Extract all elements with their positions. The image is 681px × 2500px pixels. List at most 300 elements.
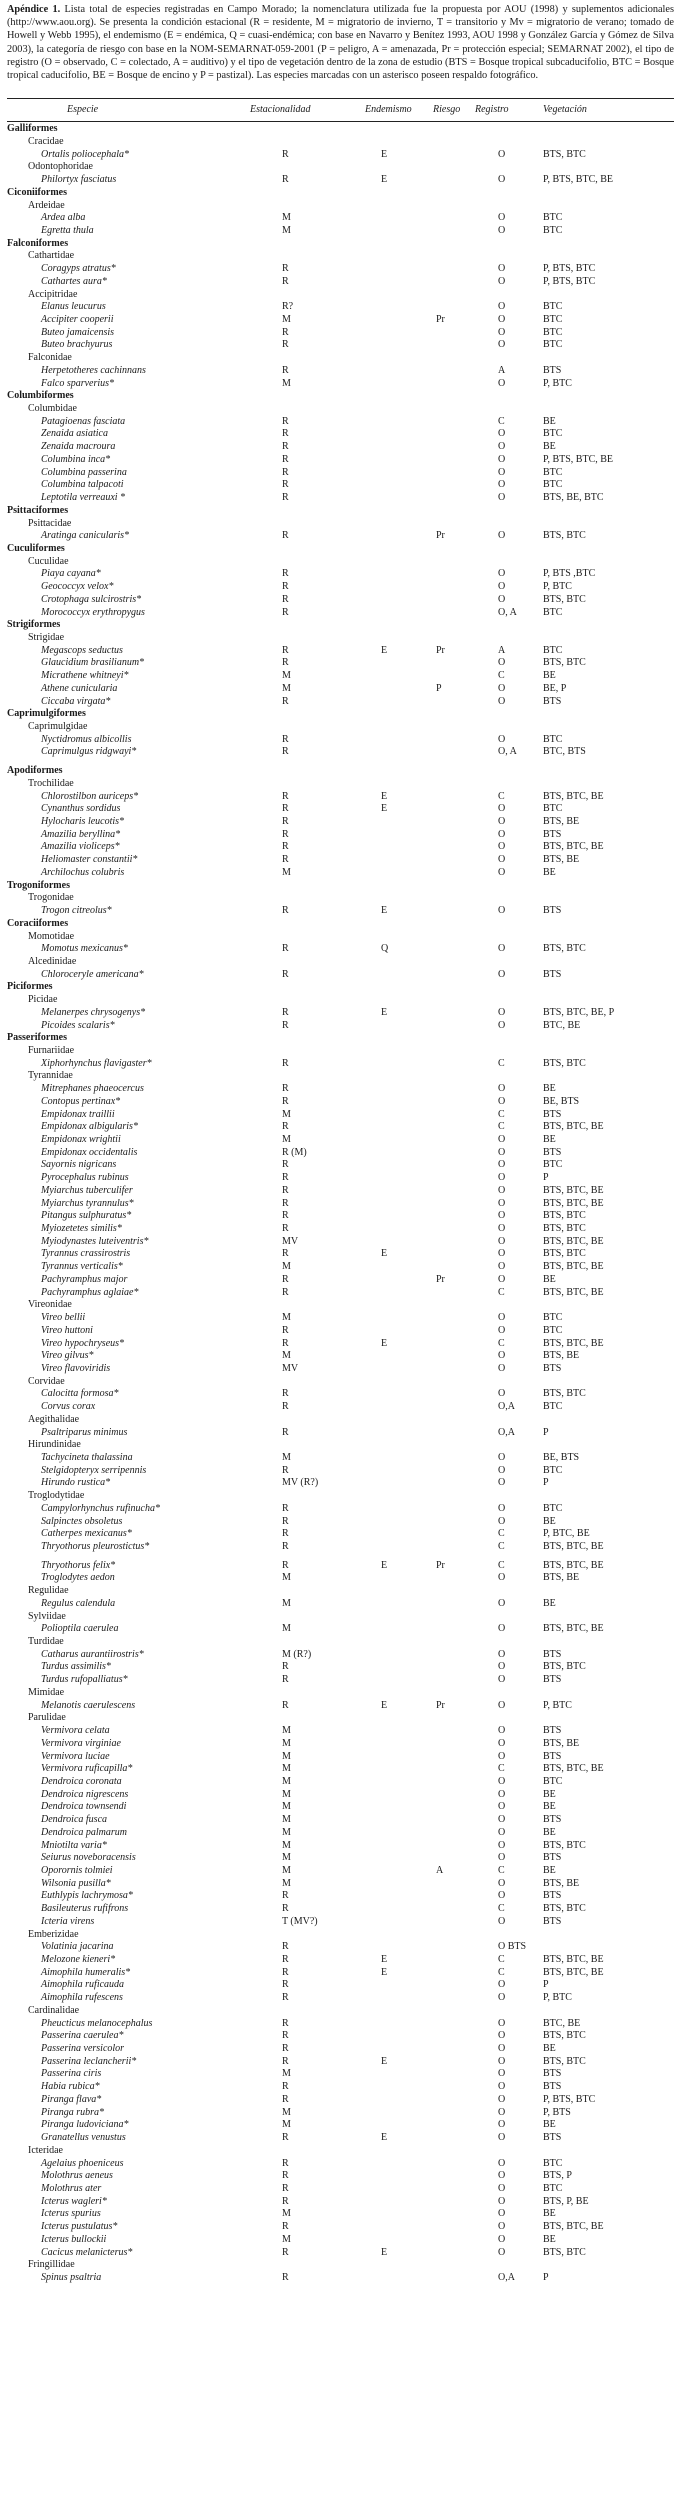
endemism-cell bbox=[359, 746, 427, 759]
endemism-cell bbox=[359, 441, 427, 454]
risk-cell bbox=[427, 1261, 473, 1274]
endemism-cell bbox=[359, 829, 427, 842]
vegetation-cell: BTS, BTC bbox=[543, 1388, 586, 1400]
risk-cell bbox=[427, 2094, 473, 2107]
risk-cell bbox=[427, 2081, 473, 2094]
seasonality-cell: R bbox=[282, 828, 289, 840]
order-row bbox=[7, 918, 674, 931]
risk-cell bbox=[427, 2221, 473, 2234]
risk-cell: Pr bbox=[436, 530, 445, 542]
record-cell: O bbox=[498, 854, 506, 866]
vegetation-cell: BTC bbox=[543, 1159, 563, 1171]
species-row bbox=[7, 670, 674, 683]
species-row bbox=[7, 2221, 674, 2234]
endemism-cell bbox=[359, 1903, 427, 1916]
risk-cell bbox=[427, 1109, 473, 1122]
species-name: Aratinga canicularis* bbox=[41, 530, 130, 542]
risk-cell bbox=[427, 1916, 473, 1929]
species-name: Icterus bullockii bbox=[41, 2233, 107, 2245]
seasonality-cell: M bbox=[282, 1775, 291, 1787]
endemism-cell bbox=[359, 1674, 427, 1687]
seasonality-cell: R bbox=[282, 2055, 289, 2067]
endemism-cell bbox=[359, 1623, 427, 1636]
species-name: Philortyx fasciatus bbox=[41, 174, 117, 186]
endemism-cell bbox=[359, 607, 427, 620]
header-vegetation: Vegetación bbox=[543, 103, 587, 115]
vegetation-cell: BTS bbox=[543, 968, 562, 980]
vegetation-cell: BTS, BE bbox=[543, 1737, 580, 1749]
species-row bbox=[7, 2132, 674, 2145]
order-name: Caprimulgiformes bbox=[7, 708, 86, 720]
seasonality-cell: R (M) bbox=[282, 1146, 307, 1158]
seasonality-cell: M bbox=[282, 2208, 291, 2220]
family-row bbox=[7, 1045, 674, 1058]
record-cell: O bbox=[498, 568, 506, 580]
species-name: Megascops seductus bbox=[41, 644, 123, 656]
record-cell: O bbox=[498, 1006, 506, 1018]
record-cell: O bbox=[498, 1477, 506, 1489]
seasonality-cell: R bbox=[282, 841, 289, 853]
endemism-cell bbox=[359, 1840, 427, 1853]
seasonality-cell: R bbox=[282, 1273, 289, 1285]
endemism-cell bbox=[359, 1916, 427, 1929]
species-row bbox=[7, 1979, 674, 1992]
vegetation-cell: BTS, BTC, BE bbox=[543, 1235, 604, 1247]
species-name: Empidonax wrightii bbox=[41, 1134, 121, 1145]
species-name: Regulus calendula bbox=[41, 1597, 116, 1609]
record-cell: O bbox=[498, 479, 506, 491]
vegetation-cell: P, BTS, BTC, BE bbox=[543, 174, 614, 186]
risk-cell bbox=[427, 1776, 473, 1789]
risk-cell bbox=[427, 301, 473, 314]
caption-text: Lista total de especies registradas en Campo Morado; la nomenclatura utilizada fue la propuesta por AOU (1998) y suplementos adicionales (http://www.aou.org). Se presenta la condición estacional (R = residente, M = migratorio de invierno, T = transitorio y Mv = migratorio de verano; tomado de Howell y Webb 1995), el endemismo (E = endémica, Q = cuasi-endémica; con base en Navarro y Benítez 1993, AOU 1998 y González García y Gómez de Silva 2003), la categoría de riesgo con base en la NOM-SEMARNAT-059-2001 (P = peligro, A = amenazada, Pr = protección especial; SEMARNAT 2002), el tipo de registro (O = observado, C = colectado, A = auditivo) y el tipo de vegetación dentro de la zona de estudio (BTS = Bosque tropical subcaducifolio, BTC = Bosque tropical caducifolio, BE = Bosque de encino y P = pastizal). Las especies marcadas con un asterisco poseen respaldo fotográfico. bbox=[7, 4, 674, 82]
vegetation-cell: BTS, BTC bbox=[543, 1839, 586, 1851]
seasonality-cell: R bbox=[282, 1286, 289, 1298]
family-name: Trochilidae bbox=[28, 777, 74, 789]
species-row bbox=[7, 1401, 674, 1414]
endemism-cell bbox=[359, 2272, 427, 2285]
endemism-cell: E bbox=[381, 2246, 388, 2258]
species-name: Myiodynastes luteiventris* bbox=[41, 1235, 149, 1247]
endemism-cell bbox=[359, 2068, 427, 2081]
seasonality-cell: R bbox=[282, 148, 289, 160]
risk-cell bbox=[427, 841, 473, 854]
species-name: Icterus pustulatus* bbox=[41, 2221, 118, 2233]
seasonality-cell: M bbox=[282, 2106, 291, 2118]
record-cell: O bbox=[498, 339, 506, 351]
family-row bbox=[7, 556, 674, 569]
vegetation-cell: BTS, BE, BTC bbox=[543, 492, 604, 504]
record-cell: O bbox=[498, 1095, 506, 1107]
seasonality-cell: R bbox=[282, 1954, 289, 1965]
species-row bbox=[7, 1248, 674, 1261]
record-cell: O bbox=[498, 1083, 506, 1095]
endemism-cell bbox=[359, 1198, 427, 1211]
family-name: Parulidae bbox=[28, 1712, 66, 1724]
record-cell: O bbox=[498, 1814, 506, 1826]
species-name: Pheucticus melanocephalus bbox=[41, 2017, 153, 2029]
vegetation-cell: BTS, BTC, BE bbox=[543, 1197, 604, 1209]
seasonality-cell: M bbox=[282, 1852, 291, 1864]
endemism-cell bbox=[359, 2183, 427, 2196]
family-name: Columbidae bbox=[28, 403, 77, 415]
risk-cell bbox=[427, 1954, 473, 1967]
risk-cell bbox=[427, 1878, 473, 1891]
endemism-cell bbox=[359, 1789, 427, 1802]
species-name: Campylorhynchus rufinucha* bbox=[41, 1502, 160, 1514]
species-row bbox=[7, 734, 674, 747]
seasonality-cell: M bbox=[282, 1261, 291, 1273]
vegetation-cell: BTS, BTC bbox=[543, 2055, 586, 2067]
family-name: Cuculidae bbox=[28, 555, 69, 567]
vegetation-cell: BE bbox=[543, 1083, 556, 1095]
vegetation-cell: BTS, BTC bbox=[543, 943, 586, 955]
family-name: Fringillidae bbox=[28, 2259, 75, 2271]
seasonality-cell: R bbox=[282, 1528, 289, 1540]
record-cell: O bbox=[498, 1388, 506, 1400]
species-row bbox=[7, 1198, 674, 1211]
risk-cell bbox=[427, 327, 473, 340]
species-row bbox=[7, 2234, 674, 2247]
species-name: Picoides scalaris* bbox=[41, 1019, 115, 1031]
record-cell: O bbox=[498, 1826, 506, 1838]
record-cell: O bbox=[498, 1915, 506, 1927]
seasonality-cell: R bbox=[282, 606, 289, 618]
risk-cell bbox=[427, 1890, 473, 1903]
seasonality-cell: R bbox=[282, 415, 289, 427]
species-row bbox=[7, 2272, 674, 2285]
risk-cell bbox=[427, 1058, 473, 1071]
risk-cell: A bbox=[436, 1864, 444, 1876]
record-cell: A bbox=[498, 644, 506, 656]
endemism-cell bbox=[359, 1814, 427, 1827]
species-name: Columbina passerina bbox=[41, 466, 127, 478]
vegetation-cell: BTS, BTC bbox=[543, 1210, 586, 1222]
species-name: Corvus corax bbox=[41, 1401, 96, 1413]
family-name: Aegithalidae bbox=[28, 1413, 80, 1425]
record-cell: O bbox=[498, 1877, 506, 1889]
vegetation-cell: P, BTS ,BTC bbox=[543, 568, 596, 580]
vegetation-cell: BTS bbox=[543, 1108, 562, 1120]
risk-cell bbox=[427, 263, 473, 276]
species-name: Patagioenas fasciata bbox=[41, 415, 126, 427]
family-name: Hirundinidae bbox=[28, 1439, 81, 1451]
vegetation-cell: BE bbox=[543, 1801, 556, 1813]
risk-cell bbox=[427, 2170, 473, 2183]
species-row bbox=[7, 1388, 674, 1401]
species-row bbox=[7, 1363, 674, 1376]
record-cell: O bbox=[498, 428, 506, 440]
family-row bbox=[7, 1490, 674, 1503]
record-cell: O bbox=[498, 1674, 506, 1686]
record-cell: C bbox=[498, 415, 505, 427]
risk-cell bbox=[427, 2183, 473, 2196]
species-name: Empidonax albigularis* bbox=[41, 1121, 138, 1133]
endemism-cell bbox=[359, 1185, 427, 1198]
species-row bbox=[7, 1801, 674, 1814]
risk-cell bbox=[427, 1789, 473, 1802]
risk-cell bbox=[427, 1147, 473, 1160]
species-row bbox=[7, 276, 674, 289]
species-table bbox=[7, 99, 674, 2284]
risk-cell bbox=[427, 339, 473, 352]
endemism-cell bbox=[359, 670, 427, 683]
species-row bbox=[7, 365, 674, 378]
endemism-cell bbox=[359, 2158, 427, 2171]
vegetation-cell: BTC bbox=[543, 466, 563, 478]
vegetation-cell: BE bbox=[543, 415, 556, 427]
vegetation-cell: BTS, BTC bbox=[543, 1903, 586, 1915]
risk-cell bbox=[427, 829, 473, 842]
species-row bbox=[7, 1287, 674, 1300]
vegetation-cell: BTC bbox=[543, 212, 563, 224]
risk-cell bbox=[427, 1827, 473, 1840]
order-name: Apodiformes bbox=[7, 765, 63, 777]
species-row bbox=[7, 428, 674, 441]
risk-cell bbox=[427, 1738, 473, 1751]
species-name: Psaltriparus minimus bbox=[41, 1426, 128, 1438]
endemism-cell bbox=[359, 212, 427, 225]
endemism-cell bbox=[359, 683, 427, 696]
species-row bbox=[7, 1789, 674, 1802]
vegetation-cell: BTS, BTC, BE bbox=[543, 1623, 604, 1635]
risk-cell bbox=[427, 2234, 473, 2247]
species-name: Coragyps atratus* bbox=[41, 263, 116, 275]
species-row bbox=[7, 1623, 674, 1636]
seasonality-cell: R bbox=[282, 479, 289, 491]
record-cell: O bbox=[498, 2132, 506, 2144]
seasonality-cell: MV bbox=[282, 1235, 299, 1247]
endemism-cell: E bbox=[381, 790, 388, 802]
species-row bbox=[7, 2094, 674, 2107]
record-cell: O bbox=[498, 2017, 506, 2029]
record-cell: C bbox=[498, 790, 505, 802]
species-row bbox=[7, 1121, 674, 1134]
endemism-cell bbox=[359, 1401, 427, 1414]
vegetation-cell: BTS bbox=[543, 1814, 562, 1826]
endemism-cell bbox=[359, 1261, 427, 1274]
species-name: Xiphorhynchus flavigaster* bbox=[41, 1057, 152, 1069]
species-name: Contopus pertinax* bbox=[41, 1095, 121, 1107]
endemism-cell bbox=[359, 1572, 427, 1585]
species-row bbox=[7, 1903, 674, 1916]
record-cell: O bbox=[498, 1146, 506, 1158]
record-cell: O bbox=[498, 2246, 506, 2258]
species-name: Dendroica palmarum bbox=[41, 1826, 128, 1838]
species-row bbox=[7, 1325, 674, 1338]
species-name: Geococcyx velox* bbox=[41, 581, 114, 593]
endemism-cell bbox=[359, 1827, 427, 1840]
endemism-cell bbox=[359, 696, 427, 709]
record-cell: O bbox=[498, 2233, 506, 2245]
seasonality-cell: R bbox=[282, 2195, 289, 2207]
record-cell: O bbox=[498, 2106, 506, 2118]
record-cell: C bbox=[498, 1528, 505, 1540]
seasonality-cell: R bbox=[282, 441, 289, 453]
seasonality-cell: R bbox=[282, 1019, 289, 1031]
species-row bbox=[7, 854, 674, 867]
seasonality-cell: M bbox=[282, 2233, 291, 2245]
family-row bbox=[7, 1712, 674, 1725]
family-name: Sylviidae bbox=[28, 1610, 66, 1622]
species-name: Turdus assimilis* bbox=[41, 1661, 111, 1673]
species-row bbox=[7, 212, 674, 225]
endemism-cell: E bbox=[381, 1559, 388, 1571]
seasonality-cell: R bbox=[282, 453, 289, 465]
vegetation-cell: BE, P bbox=[543, 682, 567, 694]
vegetation-cell: P, BTS, BTC, BE bbox=[543, 453, 614, 465]
family-row bbox=[7, 2259, 674, 2272]
species-name: Columbina inca* bbox=[41, 453, 111, 465]
family-row bbox=[7, 1687, 674, 1700]
family-name: Momotidae bbox=[28, 930, 75, 942]
species-row bbox=[7, 867, 674, 880]
seasonality-cell: M bbox=[282, 1350, 291, 1362]
record-cell: O, A bbox=[498, 606, 517, 618]
species-row bbox=[7, 1992, 674, 2005]
species-row bbox=[7, 1763, 674, 1776]
species-row bbox=[7, 2183, 674, 2196]
risk-cell: Pr bbox=[436, 1559, 445, 1571]
family-row bbox=[7, 2145, 674, 2158]
vegetation-cell: BTS, BE bbox=[543, 1572, 580, 1584]
risk-cell bbox=[427, 1134, 473, 1147]
family-name: Alcedinidae bbox=[28, 955, 77, 967]
seasonality-cell: M bbox=[282, 377, 291, 389]
species-name: Melozone kieneri* bbox=[41, 1954, 116, 1965]
seasonality-cell: M bbox=[282, 670, 291, 682]
endemism-cell bbox=[359, 1801, 427, 1814]
vegetation-cell: BTC bbox=[543, 606, 563, 618]
species-row bbox=[7, 1312, 674, 1325]
species-name: Vireo gilvus* bbox=[41, 1350, 94, 1362]
header-row bbox=[7, 99, 674, 122]
family-row bbox=[7, 1929, 674, 1942]
family-row bbox=[7, 200, 674, 213]
endemism-cell bbox=[359, 1598, 427, 1611]
family-name: Strigidae bbox=[28, 631, 65, 643]
vegetation-cell: P, BTS, BTC bbox=[543, 275, 596, 287]
vegetation-cell: BTS, BTC, BE bbox=[543, 1541, 604, 1552]
endemism-cell bbox=[359, 454, 427, 467]
species-row bbox=[7, 1109, 674, 1122]
vegetation-cell: BE bbox=[543, 1597, 556, 1609]
species-row bbox=[7, 301, 674, 314]
species-name: Troglodytes aedon bbox=[41, 1572, 115, 1584]
seasonality-cell: R bbox=[282, 2017, 289, 2029]
species-row bbox=[7, 1674, 674, 1687]
species-row bbox=[7, 568, 674, 581]
species-row bbox=[7, 803, 674, 816]
endemism-cell bbox=[359, 1350, 427, 1363]
endemism-cell bbox=[359, 365, 427, 378]
species-row bbox=[7, 2107, 674, 2120]
species-row bbox=[7, 1840, 674, 1853]
endemism-cell bbox=[359, 854, 427, 867]
vegetation-cell: BTS, BTC, BE bbox=[543, 1954, 604, 1965]
vegetation-cell: BTS bbox=[543, 1674, 562, 1686]
vegetation-cell: BTC bbox=[543, 1502, 563, 1514]
risk-cell bbox=[427, 1992, 473, 2005]
family-row bbox=[7, 352, 674, 365]
species-row bbox=[7, 696, 674, 709]
risk-cell bbox=[427, 746, 473, 759]
seasonality-cell: R bbox=[282, 1337, 289, 1349]
endemism-cell: E bbox=[381, 2055, 388, 2067]
risk-cell bbox=[427, 943, 473, 956]
vegetation-cell: BTS, BE bbox=[543, 816, 580, 828]
vegetation-cell: BTS, BTC, BE bbox=[543, 790, 604, 802]
seasonality-cell: R bbox=[282, 1388, 289, 1400]
risk-cell: Pr bbox=[436, 644, 445, 656]
family-row bbox=[7, 161, 674, 174]
species-row bbox=[7, 943, 674, 956]
record-cell: O bbox=[498, 2043, 506, 2055]
risk-cell bbox=[427, 1312, 473, 1325]
species-name: Spinus psaltria bbox=[41, 2271, 102, 2283]
species-name: Crotophaga sulcirostris* bbox=[41, 593, 142, 605]
endemism-cell bbox=[359, 581, 427, 594]
endemism-cell bbox=[359, 1363, 427, 1376]
species-name: Thryothorus felix* bbox=[41, 1559, 116, 1571]
record-cell: O bbox=[498, 1019, 506, 1031]
record-cell: O bbox=[498, 1362, 506, 1374]
vegetation-cell: BTS, P bbox=[543, 2170, 572, 2182]
record-cell: O bbox=[498, 1648, 506, 1660]
risk-cell bbox=[427, 803, 473, 816]
vegetation-cell: BTS, BTC, BE bbox=[543, 841, 604, 853]
seasonality-cell: R bbox=[282, 943, 289, 955]
seasonality-cell: R bbox=[282, 657, 289, 669]
endemism-cell bbox=[359, 1096, 427, 1109]
endemism-cell bbox=[359, 1725, 427, 1738]
vegetation-cell: BTC bbox=[543, 1312, 563, 1324]
seasonality-cell: R bbox=[282, 1515, 289, 1527]
species-name: Wilsonia pusilla* bbox=[41, 1877, 111, 1889]
species-row bbox=[7, 2247, 674, 2260]
endemism-cell bbox=[359, 969, 427, 982]
seasonality-cell: R bbox=[282, 746, 289, 758]
species-row bbox=[7, 2030, 674, 2043]
species-row bbox=[7, 1661, 674, 1674]
record-cell: O bbox=[498, 1597, 506, 1609]
species-row bbox=[7, 1452, 674, 1465]
risk-cell bbox=[427, 1363, 473, 1376]
risk-cell bbox=[427, 607, 473, 620]
seasonality-cell: R bbox=[282, 174, 289, 186]
vegetation-cell: BTS, BTC, BE bbox=[543, 1763, 604, 1775]
species-row bbox=[7, 2081, 674, 2094]
table-body bbox=[7, 123, 674, 2284]
order-row bbox=[7, 390, 674, 403]
species-row bbox=[7, 905, 674, 918]
record-cell: O bbox=[498, 905, 506, 917]
seasonality-cell: M bbox=[282, 1788, 291, 1800]
endemism-cell bbox=[359, 1776, 427, 1789]
risk-cell bbox=[427, 1814, 473, 1827]
seasonality-cell: M bbox=[282, 1572, 291, 1584]
record-cell: O bbox=[498, 816, 506, 828]
species-name: Dendroica fusca bbox=[41, 1814, 108, 1826]
endemism-cell bbox=[359, 1751, 427, 1764]
risk-cell bbox=[427, 378, 473, 391]
species-name: Vireo bellii bbox=[41, 1312, 86, 1324]
vegetation-cell: BTS, BTC bbox=[543, 530, 586, 542]
endemism-cell bbox=[359, 378, 427, 391]
family-name: Turdidae bbox=[28, 1636, 64, 1648]
endemism-cell: E bbox=[381, 2132, 388, 2144]
family-name: Vireonidae bbox=[28, 1299, 72, 1311]
